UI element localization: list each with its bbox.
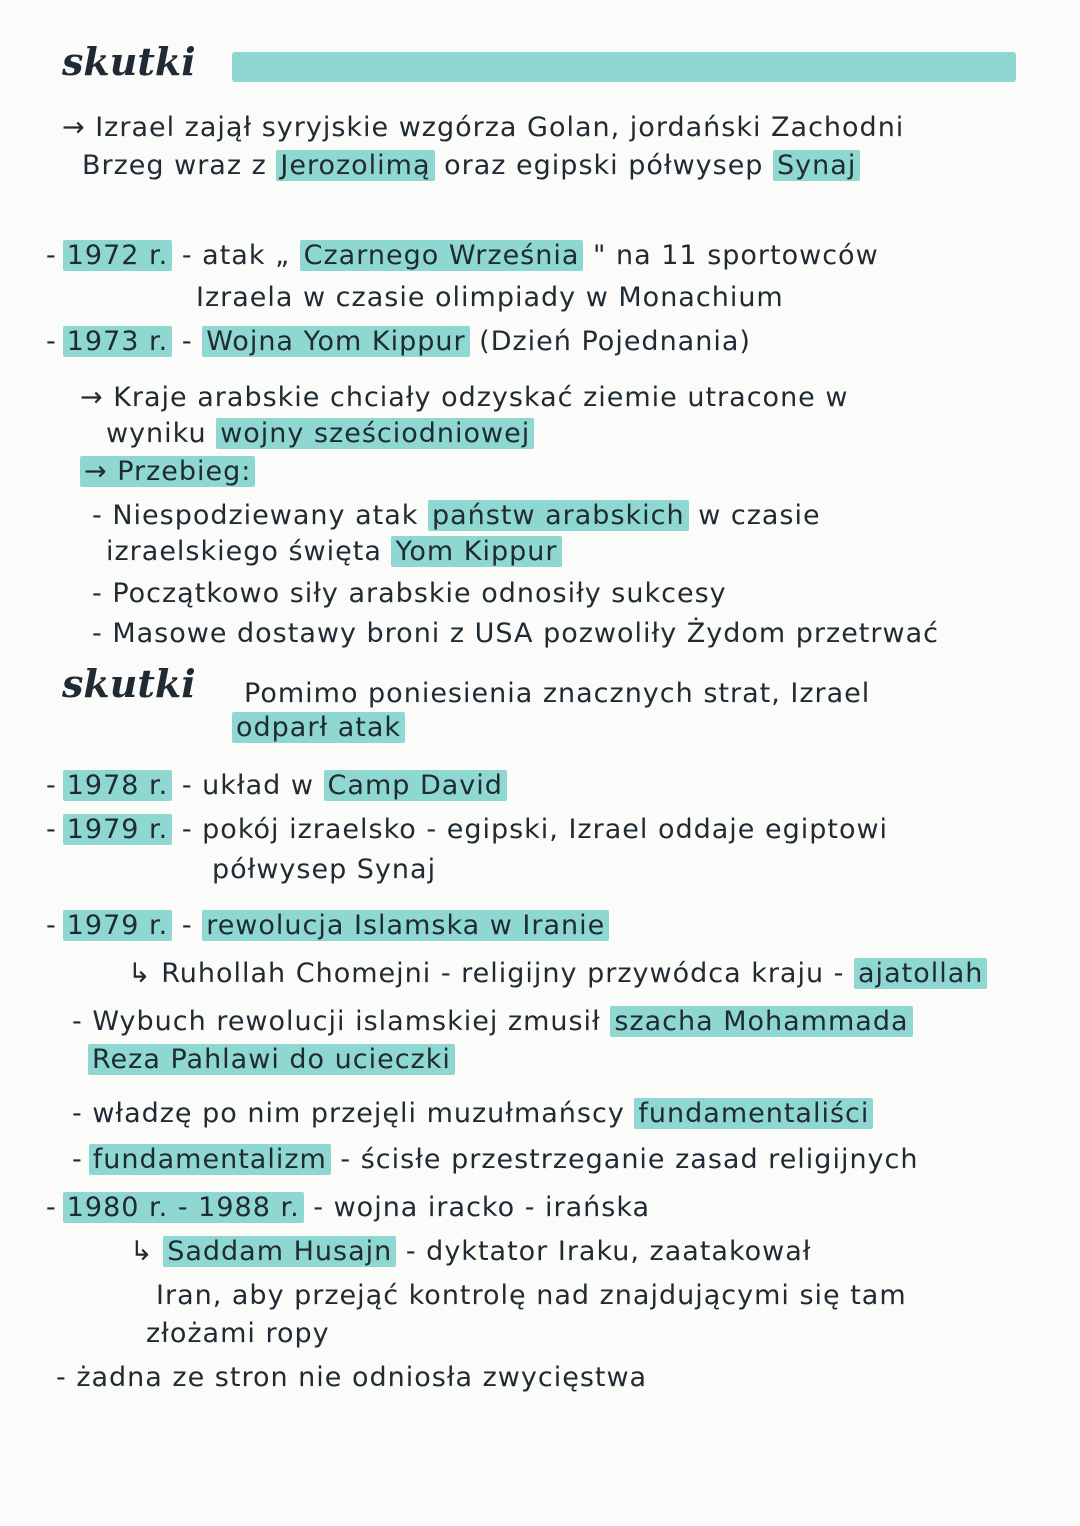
text-line — [80, 452, 255, 492]
highlight-yom-kippur-war: Wojna Yom Kippur — [202, 326, 469, 357]
text-fragment: oraz egipski półwysep — [444, 150, 764, 181]
highlight-saddam-husajn: Saddam Husajn — [163, 1236, 396, 1267]
text-fragment: ↳ — [130, 1236, 154, 1267]
text-fragment: - pokój izraelsko - egipski, Izrael oddaje egiptowi — [181, 814, 889, 845]
event-1978: - 1978 r. - układ w Camp David — [46, 766, 507, 806]
text-fragment: w czasie — [698, 500, 821, 531]
section-heading-skutki-2: skutki — [62, 661, 196, 706]
text-fragment: " na 11 sportowców — [593, 240, 879, 271]
text-line — [128, 954, 987, 994]
text-fragment: - wojna iracko - irańska — [313, 1192, 651, 1223]
text-line — [72, 1002, 913, 1042]
text-line: półwysep Synaj — [212, 854, 437, 885]
text-fragment: - atak „ — [181, 240, 291, 271]
highlight-reza-pahlawi: Reza Pahlawi do ucieczki — [88, 1044, 455, 1075]
highlight-course: → Przebieg: — [80, 456, 255, 487]
heading-highlight-bar — [232, 52, 1016, 82]
text-fragment: - Wybuch rewolucji islamskiej zmusił — [72, 1006, 601, 1037]
highlight-camp-david: Camp David — [324, 770, 507, 801]
date-1972: 1972 r. — [63, 240, 173, 271]
text-fragment: - dyktator Iraku, zaatakował — [405, 1236, 812, 1267]
highlight-yom-kippur: Yom Kippur — [391, 536, 561, 567]
highlight-odparl-atak: odparł atak — [232, 712, 405, 743]
text-line: → Izrael zajął syryjskie wzgórza Golan, jordański Zachodni — [62, 112, 905, 143]
date-1979: 1979 r. — [63, 910, 173, 941]
event-1980-1988: - 1980 r. - 1988 r. - wojna iracko - irańska — [46, 1192, 651, 1223]
text-fragment: - Niespodziewany atak — [92, 500, 419, 531]
text-line — [82, 146, 860, 186]
text-line — [106, 532, 562, 572]
date-1979: 1979 r. — [63, 814, 173, 845]
event-1979-peace: - 1979 r. - pokój izraelsko - egipski, Izrael oddaje egiptowi — [46, 814, 889, 845]
text-fragment: - władzę po nim przejęli muzułmańscy — [72, 1098, 625, 1129]
event-1972: - 1972 r. - atak „ Czarnego Września " na 11 sportowców — [46, 240, 879, 271]
highlight-czarnego-wrzesnia: Czarnego Września — [300, 240, 584, 271]
text-line: - Masowe dostawy broni z USA pozwoliły Żydom przetrwać — [92, 618, 939, 649]
text-line — [88, 1040, 455, 1080]
text-line: - żadna ze stron nie odniosła zwycięstwa — [56, 1362, 648, 1393]
text-fragment: - układ w — [181, 770, 314, 801]
highlight-islamic-revolution: rewolucja Islamska w Iranie — [202, 910, 609, 941]
section-heading-skutki-1: skutki — [62, 39, 196, 84]
text-line — [72, 1094, 873, 1134]
date-1980-1988: 1980 r. - 1988 r. — [63, 1192, 304, 1223]
highlight-synaj: Synaj — [773, 150, 860, 181]
highlight-arab-states: państw arabskich — [428, 500, 689, 531]
text-line — [92, 496, 821, 536]
date-1973: 1973 r. — [63, 326, 173, 357]
text-fragment: wyniku — [106, 418, 207, 449]
text-line: Pomimo poniesienia znacznych strat, Izrael — [244, 678, 871, 709]
highlight-fundamentalists: fundamentaliści — [634, 1098, 873, 1129]
highlight-ajatollah: ajatollah — [854, 958, 987, 989]
date-1978: 1978 r. — [63, 770, 173, 801]
text-fragment: Brzeg wraz z — [82, 150, 267, 181]
text-fragment: - ścisłe przestrzeganie zasad religijnych — [340, 1144, 919, 1175]
text-line: Iran, aby przejąć kontrolę nad znajdującymi się tam — [156, 1280, 907, 1311]
text-line — [232, 708, 405, 748]
text-line: złożami ropy — [146, 1318, 330, 1349]
text-fragment: (Dzień Pojednania) — [479, 326, 751, 357]
text-line: - Początkowo siły arabskie odnosiły sukcesy — [92, 578, 727, 609]
event-1973: - 1973 r. - Wojna Yom Kippur (Dzień Pojednania) — [46, 326, 751, 357]
highlight-six-day-war: wojny sześciodniowej — [216, 418, 534, 449]
highlight-shah: szacha Mohammada — [610, 1006, 912, 1037]
text-line: Izraela w czasie olimpiady w Monachium — [196, 282, 784, 313]
text-line — [130, 1232, 811, 1272]
text-fragment: izraelskiego święta — [106, 536, 382, 567]
text-line: - fundamentalizm - ścisłe przestrzeganie zasad religijnych — [72, 1144, 919, 1175]
highlight-fundamentalism: fundamentalizm — [89, 1144, 331, 1175]
text-line: → Kraje arabskie chciały odzyskać ziemie utracone w — [80, 382, 849, 413]
text-fragment: ↳ Ruhollah Chomejni - religijny przywódca kraju - — [128, 958, 845, 989]
highlight-jerozolima: Jerozolimą — [276, 150, 434, 181]
event-1979-revolution: - 1979 r. - rewolucja Islamska w Iranie — [46, 906, 609, 946]
text-line — [106, 414, 534, 454]
